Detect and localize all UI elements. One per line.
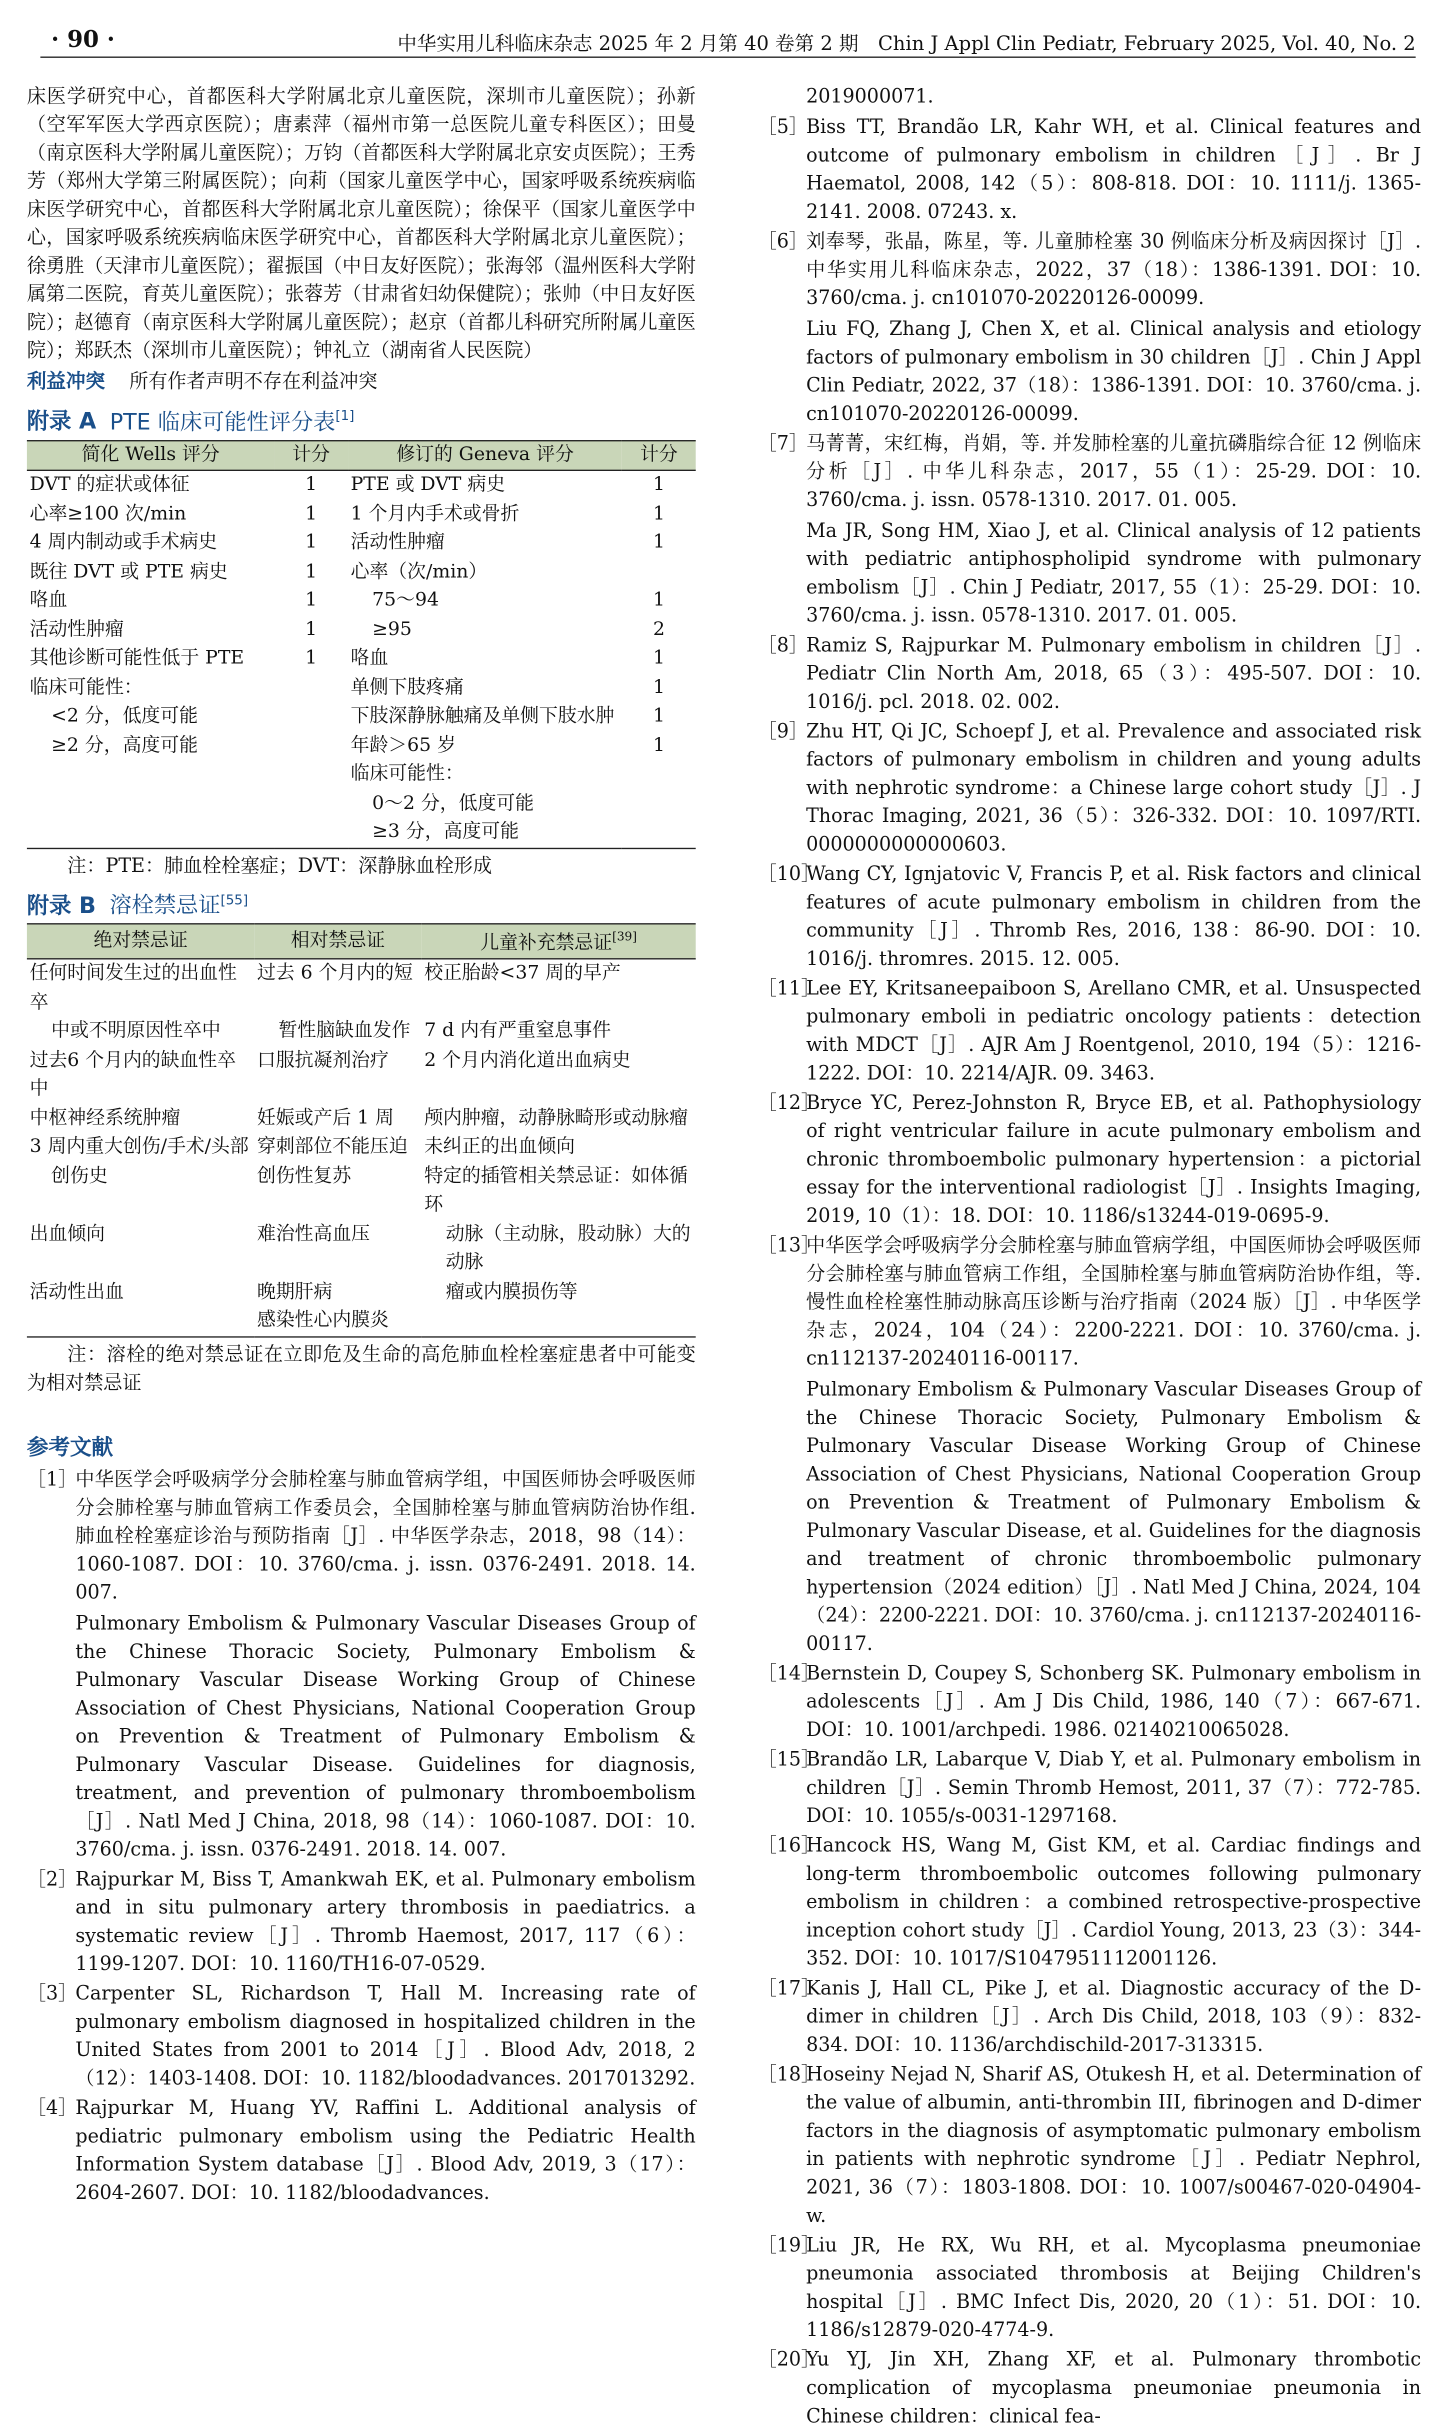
table-cell: 临床可能性： — [29, 676, 143, 698]
reference-text: Zhu HT, Qi JC, Schoepf J, et al. Prevalence and associated risk factors of pulmonary embolism in children and young adults with nephrotic syndrome：a Chinese large cohort study［J］. J Thorac Imaging, 2021, 36（5）：326-332. DOI：10. 1097/RTI. 0000000000000603. — [806, 721, 1422, 856]
table-cell: 4 周内制动或手术病史 — [29, 531, 218, 554]
right-column — [758, 83, 1421, 2433]
table-row — [27, 470, 696, 500]
reference-item — [758, 719, 1421, 860]
table-cell: 创伤史 — [51, 1164, 108, 1187]
table-cell: 1 — [652, 589, 665, 611]
appendix-a-label: 附录 A — [26, 408, 97, 434]
reference-item — [758, 1975, 1421, 2060]
col-header-geneva: 修订的 Geneva 评分 — [348, 440, 622, 470]
reference-text: 中华医学会呼吸病学分会肺栓塞与肺血管病学组，中国医师协会呼吸医师分会肺栓塞与肺血管病工作委员会，全国肺栓塞与肺血管病防治协作组. 肺血栓栓塞症诊治与预防指南［J］. 中华医学杂志，2018，98（14）：1060-1087. DOI：10. 3760/cma. j. issn. 0376-2491. 2018. 14. 007. — [75, 1469, 696, 1604]
table-cell: 活动性肿瘤 — [350, 531, 445, 554]
table-cell — [27, 789, 274, 818]
reference-item — [758, 114, 1421, 227]
reference-item — [758, 976, 1421, 1089]
table-cell — [274, 760, 348, 789]
col-header-pediatric — [421, 924, 695, 959]
table-cell: 颅内肿瘤，动静脉畸形或动脉瘤 — [424, 1107, 688, 1129]
reference-number: ［8］ — [757, 635, 808, 657]
table-row — [27, 959, 696, 1018]
author-list-continued: 床医学研究中心，首都医科大学附属北京儿童医院，深圳市儿童医院）；孙新（空军军医大学西京医院）；唐素萍（福州市第一总医院儿童专科医区）；田曼（南京医科大学附属儿童医院）；万钧（首都医科大学附属北京安贞医院）；王秀芳（郑州大学第三附属医院）；向莉（国家儿童医学中心，国家呼吸系统疾病临床医学研究中心，首都医科大学附属北京儿童医院）；徐保平（国家儿童医学中心，国家呼吸系统疾病临床医学研究中心，首都医科大学附属北京儿童医院）；徐勇胜（天津市儿童医院）；翟振国（中日友好医院）；张海邻（温州医科大学附属第二医院，育英儿童医院）；张蓉芳（甘肃省妇幼保健院）；张帅（中日友好医院）；赵德育（南京医科大学附属儿童医院）；赵京（首都儿科研究所附属儿童医院）；郑跃杰（深圳市儿童医院）；钟礼立（湖南省人民医院） — [26, 86, 696, 362]
table-cell — [274, 818, 348, 848]
table-cell: 单侧下肢疼痛 — [350, 676, 464, 698]
reference-number: ［16］ — [757, 1835, 821, 1858]
reference-text: Bernstein D, Coupey S, Schonberg SK. Pulmonary embolism in adolescents［J］. Am J Dis Child, 1986, 140（7）：667-671. DOI：10. 1001/archpedi. 1986. 02140210065028. — [806, 1663, 1422, 1742]
table-cell: 心率（次/min） — [350, 560, 488, 583]
reference-item — [758, 229, 1421, 430]
page-number: · 90 · — [51, 26, 115, 54]
table-header-row — [27, 924, 696, 959]
table-cell: <2 分，低度可能 — [51, 705, 198, 727]
appendix-a-note: 注：PTE：肺血栓栓塞症；DVT：深静脉血栓形成 — [67, 855, 492, 877]
table-cell — [27, 760, 274, 789]
reference-text: Liu JR, He RX, Wu RH, et al. Mycoplasma pneumoniae pneumonia associated thrombosis at Beijing Children's hospital［J］. BMC Infect Dis, 2020, 20（1）：51. DOI：10. 1186/s12879-020-4774-9. — [806, 2235, 1422, 2342]
reference-item — [27, 1866, 696, 1979]
table-row — [27, 731, 696, 760]
table-cell: 过去 6 个月内的短 — [256, 962, 413, 984]
table-cell: 中或不明原因性卒中 — [51, 1020, 221, 1042]
reference-item — [758, 2062, 1421, 2232]
col-header-pediatric-text: 儿童补充禁忌证 — [480, 932, 613, 954]
reference-continued: 2019000071. — [806, 86, 934, 108]
conflict-of-interest — [27, 369, 696, 397]
table-cell: 瘤或内膜损伤等 — [445, 1280, 578, 1303]
reference-number: ［14］ — [757, 1663, 821, 1685]
table-cell: 创伤性复苏 — [256, 1164, 352, 1187]
table-cell: 75～94 — [372, 589, 439, 611]
reference-number: ［13］ — [757, 1235, 821, 1257]
reference-text: Biss TT, Brandão LR, Kahr WH, et al. Clinical features and outcome of pulmonary embolism in children［J］. Br J Haematol, 2008, 142（5）：808-818. DOI：10. 1111/j. 1365-2141. 2008. 07243. x. — [806, 117, 1422, 224]
table-cell: ≥3 分，高度可能 — [348, 818, 622, 848]
table-cell: 口服抗凝剂治疗 — [256, 1049, 389, 1071]
table-cell: 2 — [652, 618, 665, 640]
table-cell: 1 — [305, 589, 318, 611]
reference-number: ［7］ — [757, 433, 808, 455]
table-cell — [622, 558, 696, 587]
reference-text: Brandão LR, Labarque V, Diab Y, et al. Pulmonary embolism in children［J］. Semin Thromb Hemost, 2011, 37（7）：772-785. DOI：10. 1055/s-0031-1297168. — [806, 1749, 1422, 1828]
reference-item — [758, 1090, 1421, 1231]
table-row — [27, 818, 696, 848]
table-cell — [274, 702, 348, 731]
left-column — [27, 83, 696, 2209]
reference-item — [758, 632, 1421, 717]
journal-citation: 中华实用儿科临床杂志 2025 年 2 月第 40 卷第 2 期 Chin J Appl Clin Pediatr, February 2025, Vol. 40, No. 2 — [397, 33, 1416, 56]
pte-score-table — [27, 439, 696, 848]
table-cell: 1 — [652, 502, 665, 525]
table-cell: 过去6 个月内的缺血性卒中 — [29, 1049, 236, 1100]
reference-number: ［19］ — [757, 2235, 821, 2257]
reference-number: ［6］ — [757, 231, 808, 253]
col-header-score: 计分 — [274, 440, 348, 470]
reference-text: Rajpurkar M, Biss T, Amankwah EK, et al. Pulmonary embolism and in situ pulmonary artery thrombosis in paediatrics. a systematic review［J］. Thromb Haemost, 2017, 117（6）：1199-1207. DOI：10. 1160/TH16-07-0529. — [75, 1868, 696, 1976]
thrombolysis-contraindication-table — [27, 923, 696, 1337]
table-cell: 1 — [652, 705, 665, 727]
reference-number: ［3］ — [26, 1983, 78, 2005]
table-cell: 1 — [652, 734, 665, 756]
table-cell: 下肢深静脉触痛及单侧下肢水肿 — [350, 705, 615, 727]
table-cell: 任何时间发生过的出血性卒 — [29, 962, 237, 1013]
table-cell: 心率≥100 次/min — [29, 502, 187, 525]
table-cell — [421, 1307, 695, 1337]
reference-item — [27, 2095, 696, 2208]
appendix-b-note: 注：溶栓的绝对禁忌证在立即危及生命的高危肺血栓栓塞症患者中可能变为相对禁忌证 — [26, 1343, 696, 1394]
reference-english-text: Liu FQ, Zhang J, Chen X, et al. Clinical analysis and etiology factors of pulmonary embolism in 30 children［J］. Chin J Appl Clin Pediatr, 2022, 37（18）：1386-1391. DOI：10. 3760/cma. j. cn101070-20220126-00099. — [806, 318, 1422, 426]
table-cell: 1 个月内手术或骨折 — [350, 502, 520, 525]
table-row — [27, 1046, 696, 1104]
table-cell: 7 d 内有严重窒息事件 — [424, 1020, 611, 1042]
reference-item — [758, 1661, 1421, 1746]
reference-item — [27, 1466, 696, 1864]
reference-text: 马菁菁，宋红梅，肖娟，等. 并发肺栓塞的儿童抗磷脂综合征 12 例临床分析［J］. 中华儿科杂志，2017，55（1）：25-29. DOI：10. 3760/cma. j. issn. 0578-1310. 2017. 01. 005. — [806, 433, 1422, 512]
reference-text: Bryce YC, Perez-Johnston R, Bryce EB, et al. Pathophysiology of right ventricular failure in acute pulmonary embolism and chronic thromboembolic pulmonary hypertension：a pictorial essay for the interventional radiologist［J］. Insights Imaging, 2019, 10（1）：18. DOI：10. 1186/s13244-019-0695-9. — [806, 1092, 1422, 1228]
col-header-absolute: 绝对禁忌证 — [27, 924, 254, 959]
appendix-a-heading: PTE 临床可能性评分表 — [109, 408, 336, 434]
table-cell: DVT 的症状或体征 — [29, 473, 190, 496]
reference-number: ［17］ — [757, 1978, 821, 2000]
table-cell — [622, 818, 696, 848]
reference-text: Hoseiny Nejad N, Sharif AS, Otukesh H, et al. Determination of the value of albumin, anti-thrombin III, fibrinogen and D-dimer factors in the diagnosis of asymptomatic pulmonary embolism in patients with nephrotic syndrome［J］. Pediatr Nephrol, 2021, 36（7）：1803-1808. DOI：10. 1007/s00467-020-04904-w. — [806, 2064, 1422, 2228]
table-cell: 临床可能性： — [350, 763, 464, 785]
table-cell: 妊娠或产后 1 周 — [256, 1107, 394, 1129]
reference-item — [758, 431, 1421, 632]
appendix-a-title — [27, 402, 696, 435]
reference-number: ［2］ — [26, 1868, 78, 1891]
col-header-score: 计分 — [622, 440, 696, 470]
col-header-pediatric-citation: [39] — [612, 931, 637, 945]
table-row — [27, 760, 696, 789]
table-row — [27, 1133, 696, 1162]
table-cell: 穿刺部位不能压迫 — [256, 1135, 408, 1158]
table-cell: 特定的插管相关禁忌证：如体循环 — [424, 1164, 688, 1216]
reference-number: ［4］ — [26, 2097, 78, 2120]
reference-number: ［20］ — [757, 2349, 821, 2372]
table-row — [27, 529, 696, 558]
table-row — [27, 1162, 696, 1220]
table-cell — [274, 731, 348, 760]
table-row — [27, 789, 696, 818]
reference-text: 刘奉琴，张晶，陈星，等. 儿童肺栓塞 30 例临床分析及病因探讨［J］. 中华实用儿科临床杂志，2022，37（18）：1386-1391. DOI：10. 3760/cma. j. cn101070-20220126-00099. — [806, 231, 1422, 310]
table-cell: 未纠正的出血倾向 — [424, 1135, 575, 1158]
reference-item — [27, 1980, 696, 2093]
table-cell: 2 个月内消化道出血病史 — [424, 1049, 631, 1071]
appendix-b-title — [27, 886, 696, 919]
references-list-right — [758, 114, 1421, 2431]
table-cell: 年龄＞65 岁 — [350, 734, 456, 756]
table-cell: 1 — [652, 531, 665, 554]
table-row — [27, 1018, 696, 1047]
table-cell — [622, 760, 696, 789]
reference-number: ［1］ — [26, 1469, 78, 1491]
table-cell: 活动性肿瘤 — [29, 618, 124, 640]
reference-number: ［15］ — [757, 1749, 821, 1771]
table-cell: ≥95 — [372, 618, 412, 640]
reference-text: 中华医学会呼吸病学分会肺栓塞与肺血管病学组，中国医师协会呼吸医师分会肺栓塞与肺血管病工作组，全国肺栓塞与肺血管病防治协作组，等. 慢性血栓栓塞性肺动脉高压诊断与治疗指南（2024 版）［J］. 中华医学杂志，2024，104（24）：2200-2221. DOI：10. 3760/cma. j. cn112137-20240116-00117. — [806, 1235, 1422, 1370]
reference-number: ［18］ — [757, 2064, 821, 2086]
table-cell — [27, 818, 274, 848]
reference-item — [758, 1833, 1421, 1974]
table-cell: 1 — [305, 647, 318, 669]
table-cell: 难治性高血压 — [256, 1222, 371, 1245]
table-row — [27, 674, 696, 703]
appendix-b-citation: [55] — [220, 892, 249, 908]
table-cell: 既往 DVT 或 PTE 病史 — [29, 560, 228, 583]
conflict-text: 所有作者声明不存在利益冲突 — [129, 371, 378, 393]
reference-item — [758, 1233, 1421, 1660]
table-cell: 1 — [652, 676, 665, 698]
table-row — [27, 1278, 696, 1307]
table-cell: 1 — [305, 531, 318, 554]
references-heading: 参考文献 — [26, 1434, 114, 1460]
table-cell: 咯血 — [29, 589, 68, 611]
table-row — [27, 500, 696, 529]
reference-english-text: Pulmonary Embolism & Pulmonary Vascular Diseases Group of the Chinese Thoracic Society, Pulmonary Embolism & Pulmonary Vascular Disease Working Group of Chinese Association of Chest Physicians, National Cooperation Group on Prevention & Treatment of Pulmonary Embolism & Pulmonary Vascular Disease. Guidelines for diagnosis, treatment, and prevention of pulmonary thromboembolism［J］. Natl Med J China, 2018, 98（14）：1060-1087. DOI：10. 3760/cma. j. issn. 0376-2491. 2018. 14. 007. — [75, 1613, 696, 1861]
table-cell: 其他诊断可能性低于 PTE — [29, 647, 245, 669]
reference-text: Ramiz S, Rajpurkar M. Pulmonary embolism in children［J］. Pediatr Clin North Am, 2018, 65（3）：495-507. DOI：10. 1016/j. pcl. 2018. 02. 002. — [806, 635, 1422, 714]
table-cell: 出血倾向 — [29, 1222, 105, 1245]
table-cell: 中枢神经系统肿瘤 — [29, 1107, 181, 1129]
col-header-relative: 相对禁忌证 — [254, 924, 421, 959]
reference-text: Hancock HS, Wang M, Gist KM, et al. Cardiac findings and long-term thromboembolic outcomes following pulmonary embolism in children：a combined retrospective-prospective inception cohort study［J］. Cardiol Young, 2013, 23（3）：344-352. DOI：10. 1017/S1047951112001126. — [806, 1835, 1422, 1971]
reference-item — [758, 2233, 1421, 2346]
table-cell: 动脉（主动脉，股动脉）大的动脉 — [445, 1222, 691, 1274]
table-row — [27, 645, 696, 674]
reference-text: Kanis J, Hall CL, Pike J, et al. Diagnostic accuracy of the D-dimer in children［J］. Arch Dis Child, 2018, 103（9）：832-834. DOI：10. 1136/archdischild-2017-313315. — [806, 1978, 1422, 2057]
table-row — [27, 1104, 696, 1133]
table-cell: 晚期肝病 — [256, 1280, 333, 1303]
table-cell: 1 — [305, 473, 318, 496]
table-row — [27, 702, 696, 731]
table-cell: ≥2 分，高度可能 — [51, 734, 198, 756]
reference-number: ［10］ — [757, 863, 821, 886]
table-cell — [622, 789, 696, 818]
appendix-b-heading: 溶栓禁忌证 — [109, 892, 221, 918]
table-cell: 1 — [652, 473, 665, 496]
reference-text: Lee EY, Kritsaneepaiboon S, Arellano CMR, et al. Unsuspected pulmonary emboli in pediatric oncology patients：detection with MDCT［J］. AJR Am J Roentgenol, 2010, 194（5）：1216-1222. DOI：10. 2214/AJR. 09. 3463. — [806, 978, 1422, 1085]
reference-english-text: Pulmonary Embolism & Pulmonary Vascular Diseases Group of the Chinese Thoracic Society, Pulmonary Embolism & Pulmonary Vascular Disease Working Group of Chinese Association of Chest Physicians, National Cooperation Group on Prevention & Treatment of Pulmonary Embolism & Pulmonary Vascular Disease, et al. Guidelines for the diagnosis and treatment of chronic thromboembolic pulmonary hypertension（2024 edition）［J］. Natl Med J China, 2024, 104（24）：2200-2221. DOI：10. 3760/cma. j. cn112137-20240116-00117. — [806, 1379, 1422, 1656]
table-row — [27, 587, 696, 616]
reference-text: Wang CY, Ignjatovic V, Francis P, et al. Risk factors and clinical features of acute pulmonary embolism in children from the community［J］. Thromb Res, 2016, 138：86-90. DOI：10. 1016/j. thromres. 2015. 12. 005. — [806, 863, 1422, 971]
table-cell: 活动性出血 — [29, 1280, 124, 1303]
table-cell: PTE 或 DVT 病史 — [350, 473, 506, 496]
reference-item — [758, 861, 1421, 974]
table-cell: 1 — [652, 647, 665, 669]
reference-number: ［12］ — [757, 1092, 821, 1115]
table-row — [27, 558, 696, 587]
table-row — [27, 1307, 696, 1337]
conflict-label: 利益冲突 — [26, 371, 105, 393]
appendix-b-label: 附录 B — [26, 892, 96, 918]
table-cell — [274, 789, 348, 818]
references-list-left — [27, 1466, 696, 2207]
reference-item — [758, 2347, 1421, 2432]
table-cell — [274, 674, 348, 703]
reference-number: ［11］ — [757, 978, 821, 1000]
running-header — [40, 22, 1415, 58]
reference-english-text: Ma JR, Song HM, Xiao J, et al. Clinical analysis of 12 patients with pediatric antiphospholipid syndrome with pulmonary embolism［J］. Chin J Pediatr, 2017, 55（1）：25-29. DOI：10. 3760/cma. j. issn. 0578-1310. 2017. 01. 005. — [806, 520, 1422, 628]
reference-text: Rajpurkar M, Huang YV, Raffini L. Additional analysis of pediatric pulmonary embolism using the Pediatric Health Information System database［J］. Blood Adv, 2019, 3（17）：2604-2607. DOI：10. 1182/bloodadvances. — [75, 2097, 696, 2204]
reference-item — [758, 1747, 1421, 1832]
reference-text: Carpenter SL, Richardson T, Hall M. Increasing rate of pulmonary embolism diagnosed in hospitalized children in the United States from 2001 to 2014［J］. Blood Adv, 2018, 2（12）：1403-1408. DOI：10. 1182/bloodadvances. 2017013292. — [75, 1983, 696, 2090]
col-header-wells: 简化 Wells 评分 — [27, 440, 274, 470]
reference-text: Yu YJ, Jin XH, Zhang XF, et al. Pulmonary thrombotic complication of mycoplasma pneumoniae pneumonia in Chinese children：clinical fea- — [806, 2349, 1422, 2428]
appendix-a-citation: [1] — [335, 409, 355, 424]
table-cell: 1 — [305, 560, 318, 583]
table-cell: 1 — [305, 502, 318, 525]
reference-number: ［5］ — [757, 117, 808, 139]
table-cell — [27, 1307, 254, 1337]
table-cell: 暂性脑缺血发作 — [278, 1020, 411, 1042]
table-cell: 1 — [305, 618, 318, 640]
table-row — [27, 1220, 696, 1278]
table-header-row — [27, 440, 696, 470]
table-cell: 0～2 分，低度可能 — [372, 791, 534, 814]
table-cell: 3 周内重大创伤/手术/头部 — [29, 1135, 249, 1158]
table-row — [27, 616, 696, 645]
table-cell: 咯血 — [350, 647, 389, 669]
table-cell: 感染性心内膜炎 — [254, 1307, 421, 1337]
table-cell: 校正胎龄<37 周的早产 — [424, 962, 621, 984]
reference-number: ［9］ — [757, 721, 808, 743]
